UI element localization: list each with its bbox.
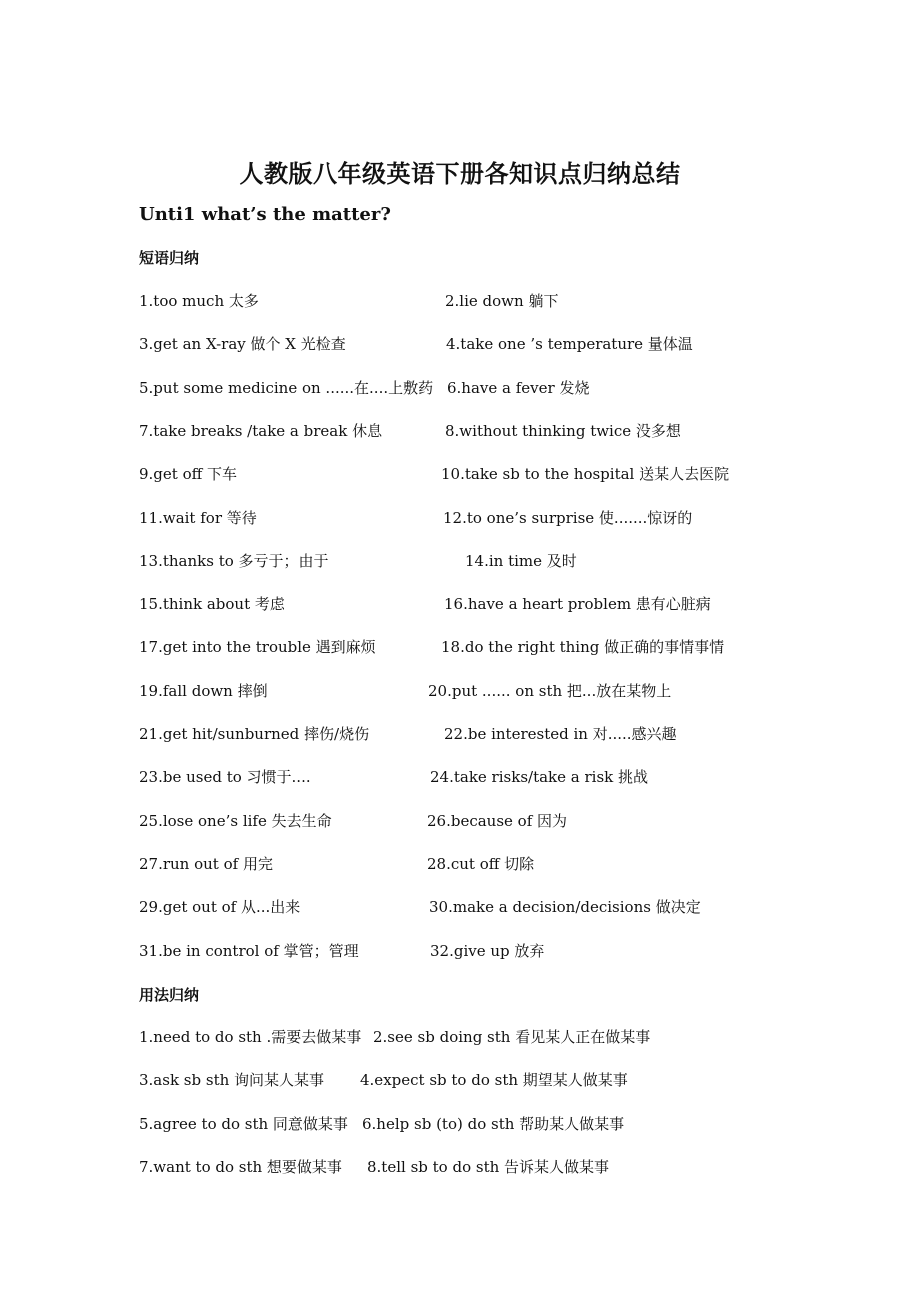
phrase-row [0,722,920,746]
usage-item: 8.tell sb to do sth 告诉某人做某事 [367,1158,610,1176]
phrase-row [0,462,920,486]
phrase-item: 24.take risks/take a risk 挑战 [430,768,649,786]
phrase-item: 30.make a decision/decisions 做决定 [429,898,701,916]
document-title: 人教版八年级英语下册各知识点归纳总结 [239,160,681,188]
phrase-item: 3.get an X-ray 做个 X 光检查 [139,335,346,353]
phrase-row [0,635,920,659]
usage-item: 1.need to do sth .需要去做某事 [139,1028,362,1046]
phrase-row [0,332,920,356]
phrase-item: 27.run out of 用完 [139,855,273,873]
phrase-item: 29.get out of 从...出来 [139,898,301,916]
phrase-item: 4.take one ’s temperature 量体温 [446,335,693,353]
phrase-item: 5.put some medicine on ......在....上敷药 [139,379,434,397]
phrase-item: 6.have a fever 发烧 [447,379,590,397]
phrase-item: 12.to one’s surprise 使.......惊讶的 [443,509,693,527]
phrase-row [0,852,920,876]
phrase-item: 8.without thinking twice 没多想 [445,422,681,440]
phrase-item: 18.do the right thing 做正确的事情事情 [441,638,725,656]
phrase-item: 28.cut off 切除 [427,855,535,873]
phrase-row [0,376,920,400]
phrase-item: 14.in time 及时 [465,552,577,570]
phrase-row [0,289,920,313]
usage-item: 7.want to do sth 想要做某事 [139,1158,342,1176]
usage-heading: 用法归纳 [139,986,200,1004]
unit-heading: Unti1 what’s the matter? [139,204,391,225]
phrase-row [0,939,920,963]
usage-item: 4.expect sb to do sth 期望某人做某事 [360,1071,628,1089]
phrase-item: 20.put ...... on sth 把...放在某物上 [428,682,672,700]
usage-row [0,1068,920,1092]
phrase-row [0,809,920,833]
phrase-item: 32.give up 放弃 [430,942,545,960]
phrase-item: 17.get into the trouble 遇到麻烦 [139,638,376,656]
phrase-row [0,419,920,443]
phrase-item: 2.lie down 躺下 [445,292,559,310]
phrase-item: 9.get off 下车 [139,465,238,483]
phrase-item: 11.wait for 等待 [139,509,257,527]
phrase-row [0,549,920,573]
usage-row [0,1155,920,1179]
phrase-item: 23.be used to 习惯于.... [139,768,311,786]
phrase-item: 31.be in control of 掌管；管理 [139,942,359,960]
phrase-row [0,506,920,530]
phrase-item: 13.thanks to 多亏于；由于 [139,552,329,570]
usage-item: 2.see sb doing sth 看见某人正在做某事 [373,1028,651,1046]
phrase-item: 21.get hit/sunburned 摔伤/烧伤 [139,725,370,743]
usage-row [0,1025,920,1049]
phrase-item: 1.too much 太多 [139,292,259,310]
phrase-row [0,765,920,789]
phrase-item: 16.have a heart problem 患有心脏病 [444,595,711,613]
usage-item: 5.agree to do sth 同意做某事 [139,1115,348,1133]
phrase-row [0,895,920,919]
phrase-item: 26.because of 因为 [427,812,568,830]
phrase-item: 15.think about 考虑 [139,595,285,613]
usage-row [0,1112,920,1136]
phrases-heading: 短语归纳 [139,249,200,267]
phrase-item: 7.take breaks /take a break 休息 [139,422,383,440]
usage-item: 3.ask sb sth 询问某人某事 [139,1071,325,1089]
phrase-item: 10.take sb to the hospital 送某人去医院 [441,465,730,483]
phrase-row [0,592,920,616]
usage-item: 6.help sb (to) do sth 帮助某人做某事 [362,1115,625,1133]
phrase-item: 25.lose one’s life 失去生命 [139,812,332,830]
phrase-item: 22.be interested in 对.....感兴趣 [444,725,677,743]
phrase-row [0,679,920,703]
phrase-item: 19.fall down 摔倒 [139,682,268,700]
